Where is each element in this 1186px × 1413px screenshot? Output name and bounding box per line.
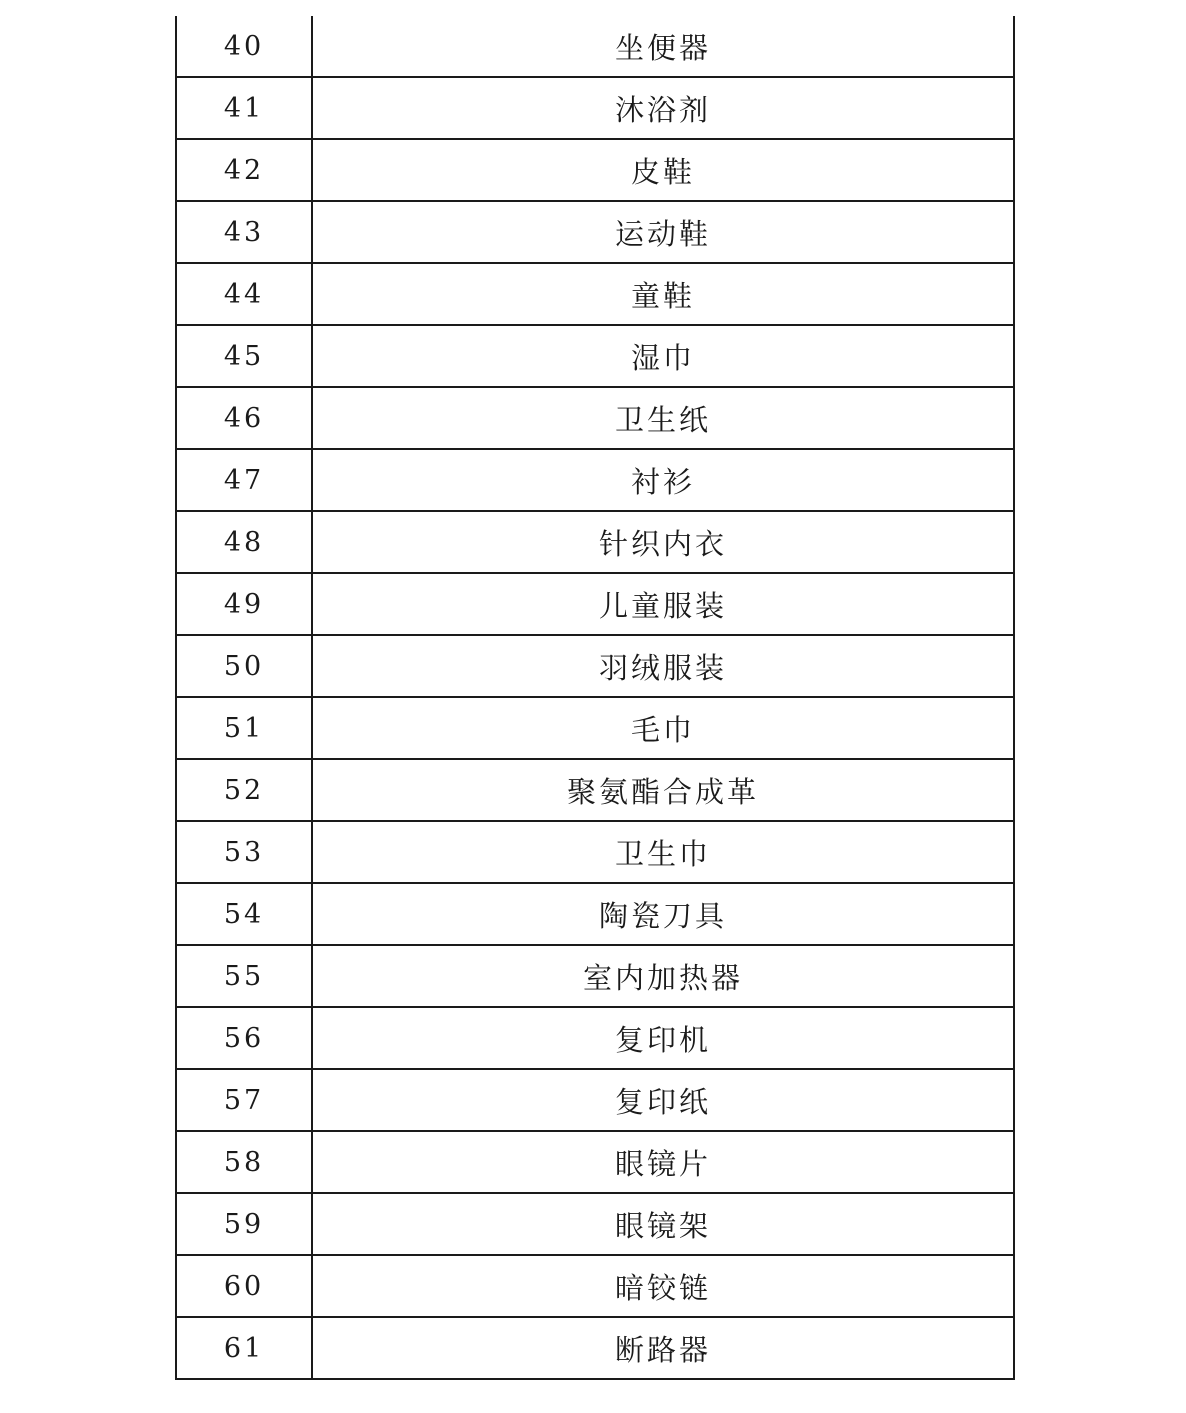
row-number-cell: 59 <box>176 1193 312 1255</box>
table-row <box>176 1193 1014 1255</box>
table-row <box>176 759 1014 821</box>
table-row <box>176 511 1014 573</box>
row-number-cell: 48 <box>176 511 312 573</box>
row-number-cell: 50 <box>176 635 312 697</box>
product-name-cell: 童鞋 <box>312 263 1014 325</box>
row-number-cell: 51 <box>176 697 312 759</box>
product-name-cell: 沐浴剂 <box>312 77 1014 139</box>
row-number-cell: 49 <box>176 573 312 635</box>
table-row <box>176 263 1014 325</box>
table-row <box>176 573 1014 635</box>
row-number-cell: 54 <box>176 883 312 945</box>
row-number-cell: 53 <box>176 821 312 883</box>
product-name-cell: 坐便器 <box>312 16 1014 77</box>
product-table <box>175 16 1015 1380</box>
product-name-cell: 眼镜架 <box>312 1193 1014 1255</box>
row-number-cell: 57 <box>176 1069 312 1131</box>
product-name-cell: 陶瓷刀具 <box>312 883 1014 945</box>
row-number-cell: 60 <box>176 1255 312 1317</box>
row-number-cell: 40 <box>176 16 312 77</box>
product-name-cell: 暗铰链 <box>312 1255 1014 1317</box>
product-name-cell: 复印纸 <box>312 1069 1014 1131</box>
table-row <box>176 1069 1014 1131</box>
row-number-cell: 61 <box>176 1317 312 1379</box>
product-name-cell: 室内加热器 <box>312 945 1014 1007</box>
product-name-cell: 毛巾 <box>312 697 1014 759</box>
product-name-cell: 卫生纸 <box>312 387 1014 449</box>
row-number-cell: 41 <box>176 77 312 139</box>
row-number-cell: 58 <box>176 1131 312 1193</box>
product-name-cell: 羽绒服装 <box>312 635 1014 697</box>
row-number-cell: 46 <box>176 387 312 449</box>
row-number-cell: 43 <box>176 201 312 263</box>
row-number-cell: 47 <box>176 449 312 511</box>
row-number-cell: 52 <box>176 759 312 821</box>
product-name-cell: 皮鞋 <box>312 139 1014 201</box>
row-number-cell: 55 <box>176 945 312 1007</box>
product-name-cell: 眼镜片 <box>312 1131 1014 1193</box>
product-name-cell: 衬衫 <box>312 449 1014 511</box>
product-name-cell: 儿童服装 <box>312 573 1014 635</box>
row-number-cell: 42 <box>176 139 312 201</box>
row-number-cell: 44 <box>176 263 312 325</box>
table-row <box>176 139 1014 201</box>
product-name-cell: 卫生巾 <box>312 821 1014 883</box>
table-row <box>176 1007 1014 1069</box>
table-row <box>176 449 1014 511</box>
table-row <box>176 883 1014 945</box>
product-name-cell: 湿巾 <box>312 325 1014 387</box>
table-row <box>176 1255 1014 1317</box>
product-name-cell: 针织内衣 <box>312 511 1014 573</box>
table-row <box>176 1131 1014 1193</box>
table-row <box>176 697 1014 759</box>
table-row <box>176 945 1014 1007</box>
table-row <box>176 201 1014 263</box>
table-row <box>176 387 1014 449</box>
table-row <box>176 821 1014 883</box>
product-table-body <box>176 16 1014 1379</box>
row-number-cell: 56 <box>176 1007 312 1069</box>
product-name-cell: 复印机 <box>312 1007 1014 1069</box>
product-name-cell: 聚氨酯合成革 <box>312 759 1014 821</box>
table-row <box>176 16 1014 77</box>
table-row <box>176 325 1014 387</box>
table-row <box>176 1317 1014 1379</box>
table-row <box>176 77 1014 139</box>
product-name-cell: 运动鞋 <box>312 201 1014 263</box>
product-name-cell: 断路器 <box>312 1317 1014 1379</box>
row-number-cell: 45 <box>176 325 312 387</box>
table-row <box>176 635 1014 697</box>
